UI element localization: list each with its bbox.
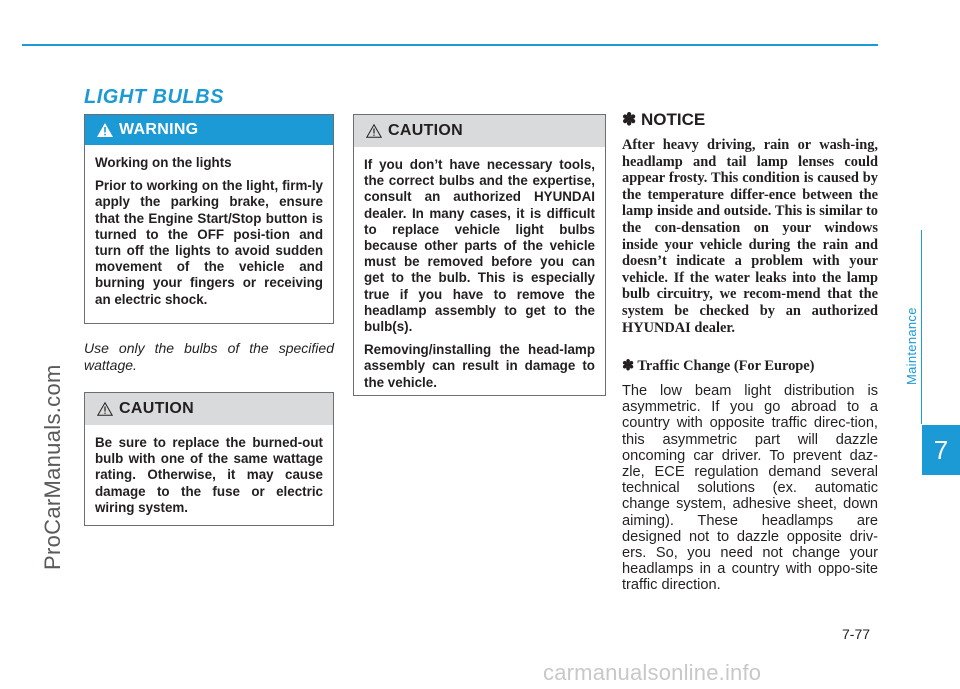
caution-body-left (85, 425, 333, 531)
warning-body (85, 145, 333, 323)
watermark-left: ProCarManuals.com (40, 364, 65, 570)
caution-box-left (84, 392, 334, 526)
watermark-bottom: carmanualsonline.info (543, 660, 762, 685)
chapter-tab: 7 (922, 425, 960, 475)
traffic-change-title: ✽ Traffic Change (For Europe) (622, 358, 815, 374)
caution-header-middle (354, 115, 605, 147)
warning-text: Prior to working on the light, firm-ly apply the parking brake, ensure that the Engine Start/Stop button is turned to the OFF posi-tion and turn off the lights to avoid sudden movement of the vehicle and burning your fingers or receiving an electric shock. (95, 178, 323, 307)
notice-body: After heavy driving, rain or wash-ing, headlamp and tail lamp lenses could appear frosty. This condition is caused by the temperature differ-ence between the lamp inside and outside. This is similar to the con-densation on your windows inside your vehicle during the rain and doesn’t indicate a problem with your vehicle. If the water leaks into the lamp bulb circuitry, we recom-mend that the system be checked by an authorized HYUNDAI dealer. (622, 137, 878, 336)
caution-text-left: Be sure to replace the burned-out bulb with one of the same wattage rating. Otherwise, it may cause damage to the fuse or electric wiring system. (95, 435, 323, 515)
notice-title: ✽ NOTICE (622, 110, 706, 129)
caution-header-left (85, 393, 333, 425)
caution-header-middle-label: CAUTION (388, 122, 463, 139)
page-number: 7-77 (842, 626, 871, 642)
caution-header-left-label: CAUTION (119, 400, 194, 417)
warning-subtitle: Working on the lights (95, 155, 232, 170)
warning-box (84, 114, 334, 324)
section-title: LIGHT BULBS (84, 86, 224, 108)
warning-header (85, 115, 333, 145)
warning-header-label: WARNING (119, 121, 199, 138)
top-rule (22, 44, 878, 46)
caution-text-middle-2: Removing/installing the head-lamp assembly can result in damage to the vehicle. (364, 342, 595, 390)
warning-triangle-icon (97, 123, 113, 137)
caution-triangle-icon (366, 124, 382, 138)
caution-box-middle (353, 114, 606, 396)
side-tab-label: Maintenance (904, 307, 919, 385)
caution-triangle-icon (97, 402, 113, 416)
traffic-change-body: The low beam light distribution is asymmetric. If you go abroad to a country with opposite traffic direc-tion, this asymmetric part will dazzle oncoming car driver. To prevent daz-zle, ECE regulation demand several technical solutions (ex. automatic change system, adhesive sheet, down aiming). These headlamps are designed not to dazzle opposite driv-ers. So, you need not change your headlamps in a country with oppo-site traffic direction. (622, 383, 878, 594)
bulb-wattage-note: Use only the bulbs of the specified wattage. (84, 340, 334, 373)
side-tab-line (921, 230, 960, 424)
caution-text-middle-1: If you don’t have necessary tools, the correct bulbs and the expertise, consult an authorized HYUNDAI dealer. In many cases, it is difficult to replace vehicle light bulbs because other parts of the vehicle must be removed before you can get to the bulb. This is especially true if you have to remove the headlamp assembly to get to the bulb(s). (364, 157, 595, 335)
caution-body-middle (354, 147, 605, 406)
